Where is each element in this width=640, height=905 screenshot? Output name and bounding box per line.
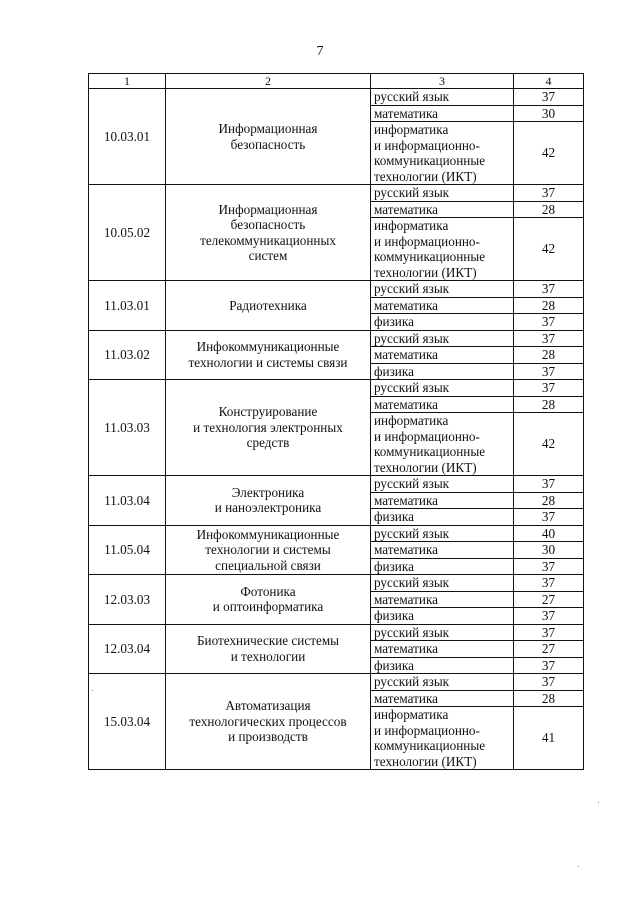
exam-subject-line: информатика — [374, 218, 449, 233]
exam-subject-line: математика — [374, 396, 439, 412]
exam-subject-line: и информационно- — [374, 722, 480, 738]
exam-subject — [371, 314, 514, 331]
exam-subject — [371, 89, 514, 106]
header-row — [89, 74, 584, 89]
min-score: 28 — [514, 347, 584, 364]
program-name — [166, 330, 371, 380]
table-row — [89, 476, 584, 493]
exam-subject-line: русский язык — [374, 380, 450, 395]
min-score: 37 — [514, 476, 584, 493]
min-score: 37 — [514, 674, 584, 691]
min-score: 37 — [514, 624, 584, 641]
program-name-line: Биотехнические системы — [196, 633, 340, 649]
program-name — [166, 575, 371, 625]
program-name — [166, 185, 371, 281]
header-col-1: 1 — [89, 74, 166, 89]
exam-subject — [371, 492, 514, 509]
min-score: 42 — [514, 218, 584, 281]
min-score: 37 — [514, 575, 584, 592]
min-score: 28 — [514, 297, 584, 314]
program-name — [166, 89, 371, 185]
min-score: 28 — [514, 201, 584, 218]
min-score: 37 — [514, 185, 584, 202]
program-code: 11.05.04 — [89, 525, 166, 575]
exam-subject-line: технологии (ИКТ) — [374, 459, 477, 475]
min-score: 27 — [514, 641, 584, 658]
exam-subject — [371, 525, 514, 542]
table-row — [89, 89, 584, 106]
program-name-line: Информационная — [218, 121, 318, 136]
exam-subject-line: физика — [374, 314, 414, 329]
exam-subject-line: коммуникационные — [374, 249, 486, 264]
exam-subject-line: математика — [374, 542, 439, 557]
min-score: 37 — [514, 363, 584, 380]
exam-subject-line: физика — [374, 608, 414, 623]
program-code: 10.03.01 — [89, 89, 166, 185]
exam-subject — [371, 591, 514, 608]
exam-subject — [371, 608, 514, 625]
program-code: 10.05.02 — [89, 185, 166, 281]
exam-subject-line: информатика — [374, 122, 449, 137]
exam-subject — [371, 122, 514, 185]
program-name-line: телекоммуникационных — [200, 232, 336, 248]
exam-subject-line: русский язык — [374, 525, 450, 541]
program-code: 11.03.02 — [89, 330, 166, 380]
table-body — [89, 89, 584, 770]
admission-scores-table — [88, 73, 584, 770]
exam-subject-line: русский язык — [374, 575, 450, 590]
exam-subject-line: и информационно- — [374, 233, 480, 249]
program-name — [166, 674, 371, 770]
min-score: 27 — [514, 591, 584, 608]
exam-subject-line: математика — [374, 347, 439, 362]
header-col-3: 3 — [371, 74, 514, 89]
exam-subject-line: русский язык — [374, 674, 450, 689]
program-name-line: технологии и системы связи — [188, 354, 348, 370]
exam-subject-line: технологии (ИКТ) — [374, 753, 477, 769]
exam-subject-line: и информационно- — [374, 137, 480, 153]
exam-subject — [371, 396, 514, 413]
exam-subject — [371, 281, 514, 298]
exam-subject — [371, 330, 514, 347]
exam-subject-line: математика — [374, 105, 439, 121]
exam-subject — [371, 413, 514, 476]
program-name-line: Фотоника — [240, 583, 296, 599]
table-row — [89, 281, 584, 298]
min-score: 40 — [514, 525, 584, 542]
exam-subject — [371, 707, 514, 770]
min-score: 37 — [514, 281, 584, 298]
program-name-line: Инфокоммуникационные — [196, 526, 340, 542]
program-name-line: систем — [248, 248, 288, 263]
program-name-line: Инфокоммуникационные — [196, 339, 340, 355]
exam-subject-line: математика — [374, 591, 439, 607]
program-name-line: средств — [246, 435, 290, 451]
exam-subject-line: русский язык — [374, 89, 450, 104]
table-row — [89, 330, 584, 347]
scan-speck — [92, 690, 93, 691]
exam-subject-line: физика — [374, 657, 414, 673]
min-score: 28 — [514, 690, 584, 707]
program-name-line: специальной связи — [215, 557, 321, 573]
exam-subject — [371, 218, 514, 281]
program-name — [166, 380, 371, 476]
exam-subject — [371, 201, 514, 218]
exam-subject — [371, 674, 514, 691]
program-name-line: и производств — [228, 729, 308, 745]
program-code: 12.03.03 — [89, 575, 166, 625]
exam-subject-line: математика — [374, 492, 439, 508]
program-name-line: технологических процессов — [189, 713, 347, 729]
program-name-line: Конструирование — [218, 404, 318, 420]
exam-subject-line: математика — [374, 201, 439, 217]
exam-subject-line: физика — [374, 509, 414, 524]
program-name-line: Радиотехника — [229, 297, 307, 313]
program-code: 12.03.04 — [89, 624, 166, 674]
exam-subject — [371, 542, 514, 559]
exam-subject-line: физика — [374, 363, 414, 379]
program-name-line: Автоматизация — [225, 698, 311, 714]
min-score: 28 — [514, 396, 584, 413]
exam-subject-line: информатика — [374, 413, 449, 428]
min-score: 41 — [514, 707, 584, 770]
exam-subject-line: русский язык — [374, 624, 450, 640]
exam-subject-line: русский язык — [374, 476, 450, 491]
scan-speck — [578, 866, 579, 867]
exam-subject — [371, 690, 514, 707]
exam-subject-line: коммуникационные — [374, 738, 486, 753]
exam-subject — [371, 641, 514, 658]
exam-subject-line: русский язык — [374, 330, 450, 346]
min-score: 42 — [514, 413, 584, 476]
min-score: 37 — [514, 314, 584, 331]
exam-subject-line: математика — [374, 641, 439, 656]
exam-subject — [371, 657, 514, 674]
exam-subject — [371, 105, 514, 122]
min-score: 37 — [514, 608, 584, 625]
exam-subject-line: коммуникационные — [374, 444, 486, 459]
min-score: 37 — [514, 330, 584, 347]
program-name — [166, 281, 371, 331]
exam-subject — [371, 624, 514, 641]
program-name-line: и наноэлектроника — [214, 500, 322, 516]
header-col-2: 2 — [166, 74, 371, 89]
exam-subject — [371, 297, 514, 314]
exam-subject-line: информатика — [374, 707, 449, 722]
page-number: 7 — [316, 44, 324, 59]
table-row — [89, 674, 584, 691]
exam-subject-line: и информационно- — [374, 428, 480, 444]
min-score: 37 — [514, 509, 584, 526]
exam-subject-line: математика — [374, 297, 439, 313]
table-row — [89, 525, 584, 542]
exam-subject-line: русский язык — [374, 185, 450, 200]
program-name-line: и оптоинформатика — [212, 599, 324, 615]
scan-speck — [598, 802, 599, 803]
program-name-line: и технологии — [230, 648, 306, 664]
exam-subject — [371, 476, 514, 493]
exam-subject-line: технологии (ИКТ) — [374, 264, 477, 280]
table-row — [89, 624, 584, 641]
program-name — [166, 525, 371, 575]
min-score: 37 — [514, 380, 584, 397]
program-name-line: безопасность — [230, 217, 306, 232]
min-score: 37 — [514, 657, 584, 674]
exam-subject-line: физика — [374, 558, 414, 574]
exam-subject-line: русский язык — [374, 281, 450, 296]
program-code: 11.03.01 — [89, 281, 166, 331]
exam-subject — [371, 509, 514, 526]
program-name-line: и технология электронных — [193, 419, 343, 435]
min-score: 37 — [514, 89, 584, 106]
table-row — [89, 380, 584, 397]
program-name — [166, 476, 371, 526]
program-code: 11.03.04 — [89, 476, 166, 526]
exam-subject — [371, 363, 514, 380]
program-code: 11.03.03 — [89, 380, 166, 476]
exam-subject — [371, 380, 514, 397]
program-name — [166, 624, 371, 674]
min-score: 37 — [514, 558, 584, 575]
exam-subject — [371, 575, 514, 592]
table-row — [89, 185, 584, 202]
exam-subject — [371, 347, 514, 364]
min-score: 42 — [514, 122, 584, 185]
exam-subject-line: коммуникационные — [374, 153, 486, 168]
table-row — [89, 575, 584, 592]
min-score: 30 — [514, 542, 584, 559]
exam-subject — [371, 185, 514, 202]
program-name-line: Электроника — [231, 484, 305, 500]
program-code: 15.03.04 — [89, 674, 166, 770]
program-name-line: технологии и системы — [205, 542, 331, 557]
exam-subject — [371, 558, 514, 575]
min-score: 28 — [514, 492, 584, 509]
min-score: 30 — [514, 105, 584, 122]
header-col-4: 4 — [514, 74, 584, 89]
exam-subject-line: математика — [374, 690, 439, 706]
exam-subject-line: технологии (ИКТ) — [374, 168, 477, 184]
program-name-line: Информационная — [218, 201, 318, 217]
program-name-line: безопасность — [230, 136, 306, 152]
